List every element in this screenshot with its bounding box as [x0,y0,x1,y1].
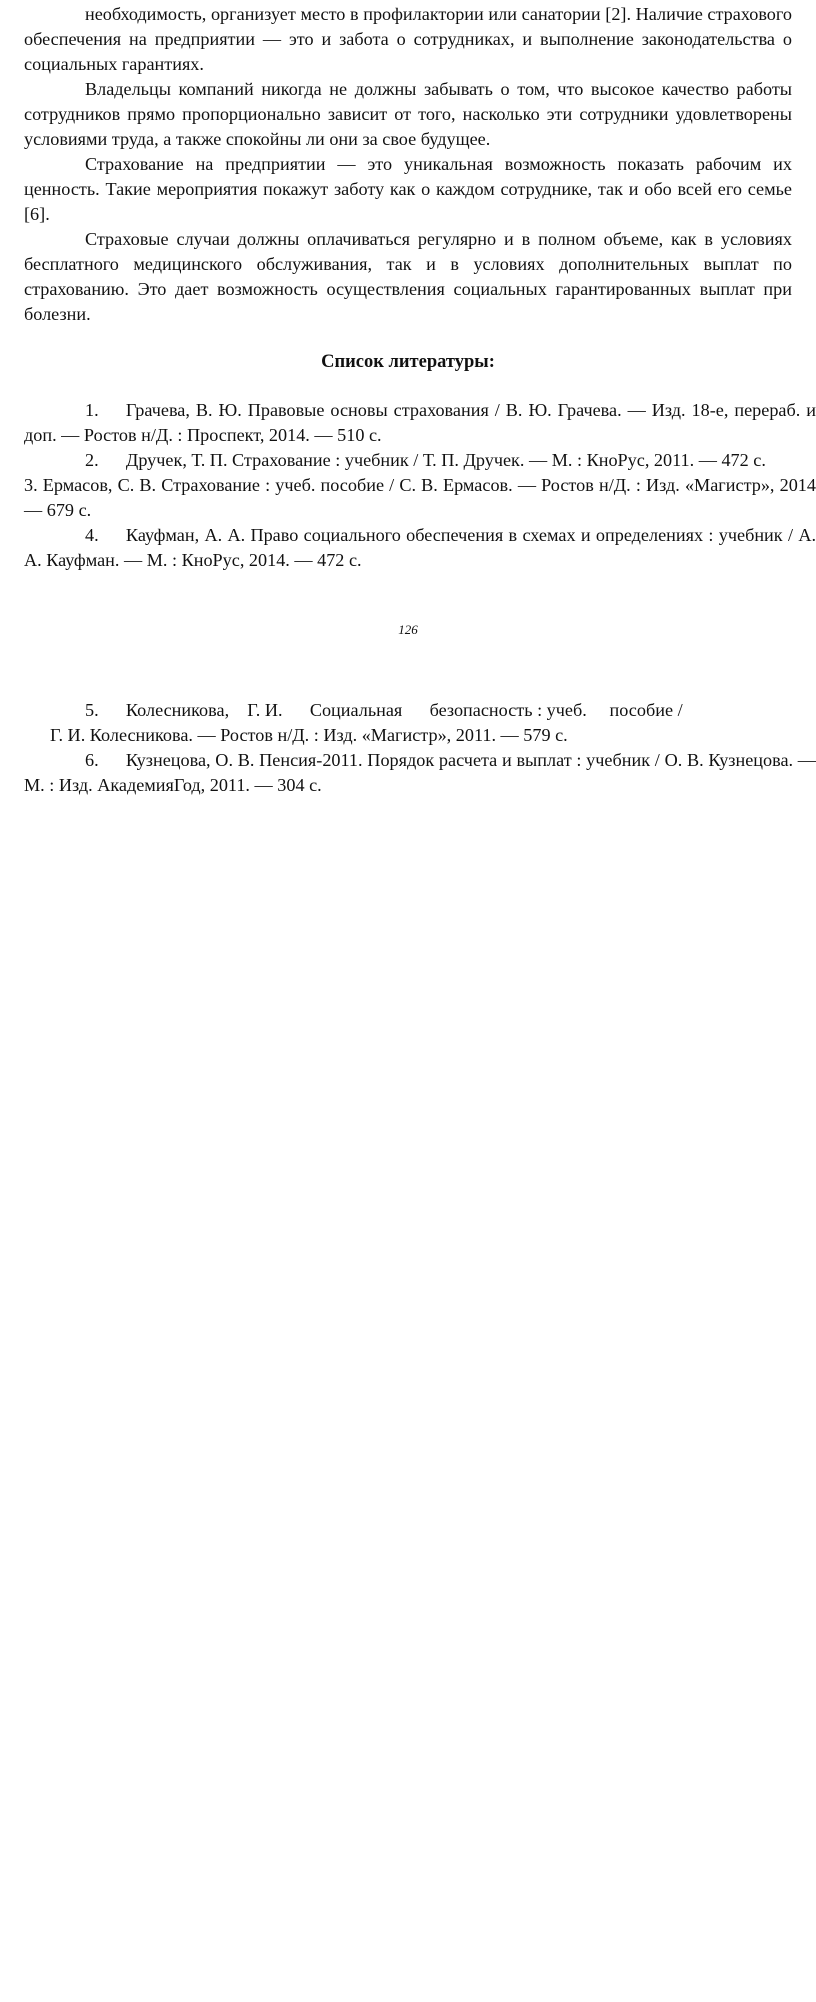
references-heading: Список литературы: [321,352,495,372]
paragraph-1: необходимость, организует место в профилактории или санатории [2]. Наличие страхового обеспечения на предприятии — это и забота о сотрудниках, и выполнение законодательства о социальных гарантиях. [24,4,792,74]
references-list-continued [24,698,816,798]
reference-item-3: 3. Ермасов, С. В. Страхование : учеб. пособие / С. В. Ермасов. — Ростов н/Д. : Изд. «Магистр», 2014 — 679 с. [24,475,816,520]
body-text [24,2,792,327]
reference-item-4: 4. Кауфман, А. А. Право социального обеспечения в схемах и определениях : учебник / А. А. Кауфман. — М. : КноРус, 2014. — 472 с. [24,525,816,570]
reference-item-6: 6. Кузнецова, О. В. Пенсия-2011. Порядок расчета и выплат : учебник / О. В. Кузнецова. — М. : Изд. АкадемияГод, 2011. — 304 с. [24,750,816,795]
paragraph-3: Страхование на предприятии — это уникальная возможность показать рабочим их ценность. Такие мероприятия покажут заботу как о каждом сотруднике, так и обо всей его семье [6]. [24,154,792,224]
references-list [24,398,816,573]
reference-item-2: 2. Дручек, Т. П. Страхование : учебник / Т. П. Дручек. — М. : КноРус, 2011. — 472 с. [85,450,766,470]
reference-item-5-line-1: 5. Колесникова, Г. И. Социальная безопасность : учеб. пособие / [85,700,683,720]
reference-item-5-line-2: Г. И. Колесникова. — Ростов н/Д. : Изд. «Магистр», 2011. — 579 с. [50,725,568,745]
page-number: 126 [398,622,418,637]
paragraph-2: Владельцы компаний никогда не должны забывать о том, что высокое качество работы сотрудников прямо пропорционально зависит от того, насколько эти сотрудники удовлетворены условиями труда, а также спокойны ли они за свое будущее. [24,79,792,149]
reference-item-1: 1. Грачева, В. Ю. Правовые основы страхования / В. Ю. Грачева. — Изд. 18-е, перераб. и доп. — Ростов н/Д. : Проспект, 2014. — 510 с. [24,400,816,445]
document-page [24,0,816,2002]
paragraph-4: Страховые случаи должны оплачиваться регулярно и в полном объеме, как в условиях бесплатного медицинского обслуживания, так и в условиях дополнительных выплат по страхованию. Это дает возможность осуществления социальных гарантированных выплат при болезни. [24,229,792,324]
